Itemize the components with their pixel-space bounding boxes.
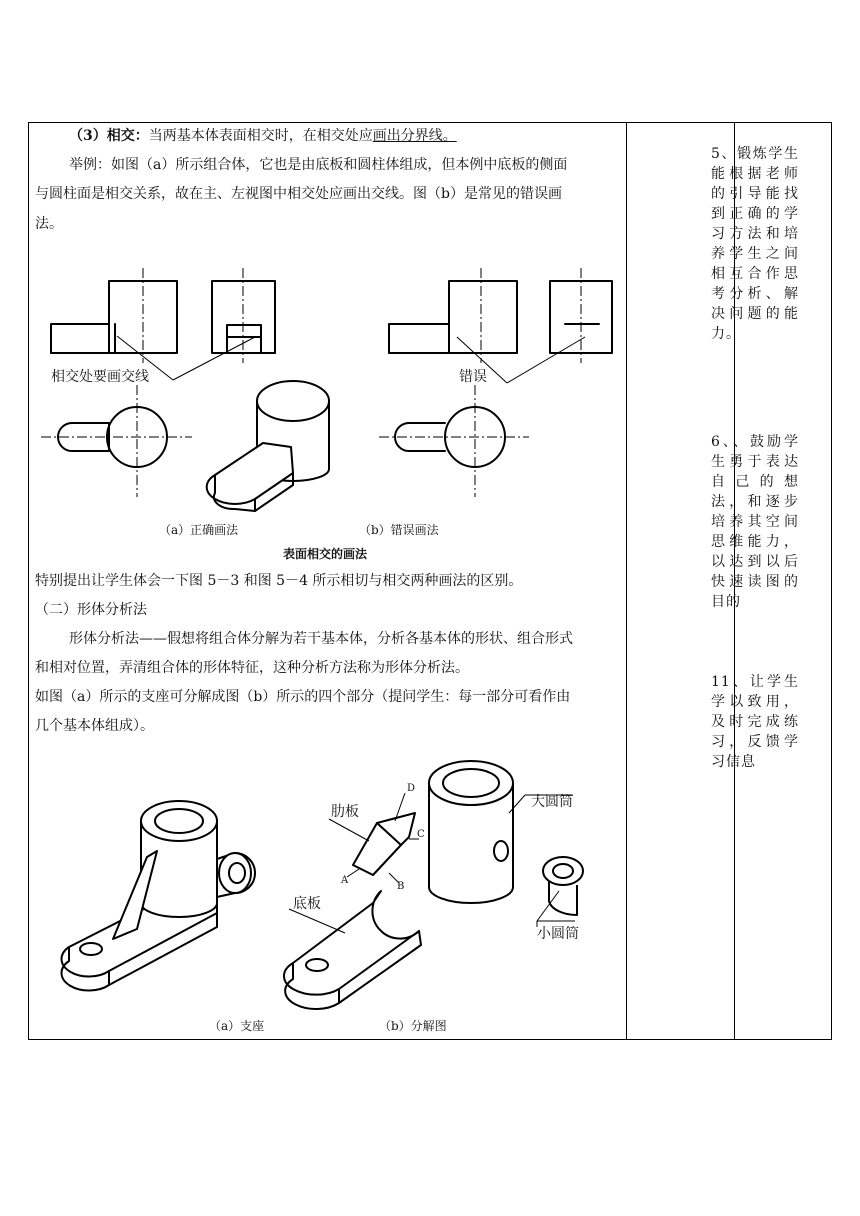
section2-p1-line1: 形体分析法——假想将组合体分解为若干基本体，分析各基本体的形状、组合形式	[69, 631, 573, 647]
note-line: 特别提出让学生体会一下图 5－3 和图 5－4 所示相切与相交两种画法的区别。	[35, 573, 523, 589]
label-rib: 肋板	[331, 804, 359, 820]
label-wrong: 错误	[459, 369, 487, 385]
label-small-cylinder: 小圆筒	[537, 926, 579, 942]
support-assembly	[62, 801, 255, 990]
small-cylinder-part	[537, 857, 583, 927]
main-content-cell	[29, 123, 624, 1039]
point-c: C	[417, 829, 425, 840]
label-big-cylinder: 大圆筒	[531, 794, 573, 810]
section2-p1-line2: 和相对位置，弄清组合体的形体特征，这种分析方法称为形体分析法。	[35, 660, 469, 676]
caption-exploded: （b）分解图	[379, 1019, 447, 1033]
section2-heading: （二）形体分析法	[35, 602, 147, 618]
sidebar-note-11: 11、让学生学以致用，及时完成练习，反馈学习信息	[711, 674, 799, 770]
column-divider-1	[626, 123, 627, 1039]
label-correct: 相交处要画交线	[51, 369, 149, 385]
section2-p2-line1: 如图（a）所示的支座可分解成图（b）所示的四个部分（提问学生：每一部分可看作由	[35, 689, 571, 705]
example-line-3: 法。	[35, 216, 63, 232]
figure-support-decomposition	[29, 123, 624, 1041]
figure1-title: 表面相交的画法	[283, 547, 368, 561]
example-line-1: 举例：如图（a）所示组合体，它也是由底板和圆柱体组成，但本例中底板的侧面	[69, 157, 568, 173]
example-line-2: 与圆柱面是相交关系，故在主、左视图中相交处应画出交线。图（b）是常见的错误画	[35, 186, 562, 202]
caption-wrong: （b）错误画法	[359, 523, 439, 537]
sidebar-note-5: 5、锻炼学生能根据老师的引导能找到正确的学习方法和培养学生之间相互合作思考分析、解决问题的能力。	[711, 146, 799, 342]
point-d: D	[407, 783, 416, 794]
section3-underlined: 画出分界线。	[372, 128, 457, 144]
point-b: B	[397, 881, 405, 892]
section3-text: 当两基本体表面相交时，在相交处应	[148, 128, 373, 144]
section2-p2-line2: 几个基本体组成）。	[35, 718, 154, 734]
caption-correct: （a）正确画法	[159, 523, 239, 537]
sidebar-note-6: 6、、鼓励学生勇于表达自己的想法，和逐步培养其空间思维能力，以达到以后快速读图的目的	[711, 434, 799, 610]
caption-support: （a）支座	[209, 1019, 265, 1033]
section3-title: （3）相交：	[69, 128, 149, 144]
point-a: A	[341, 875, 349, 886]
label-base-plate: 底板	[293, 896, 321, 912]
